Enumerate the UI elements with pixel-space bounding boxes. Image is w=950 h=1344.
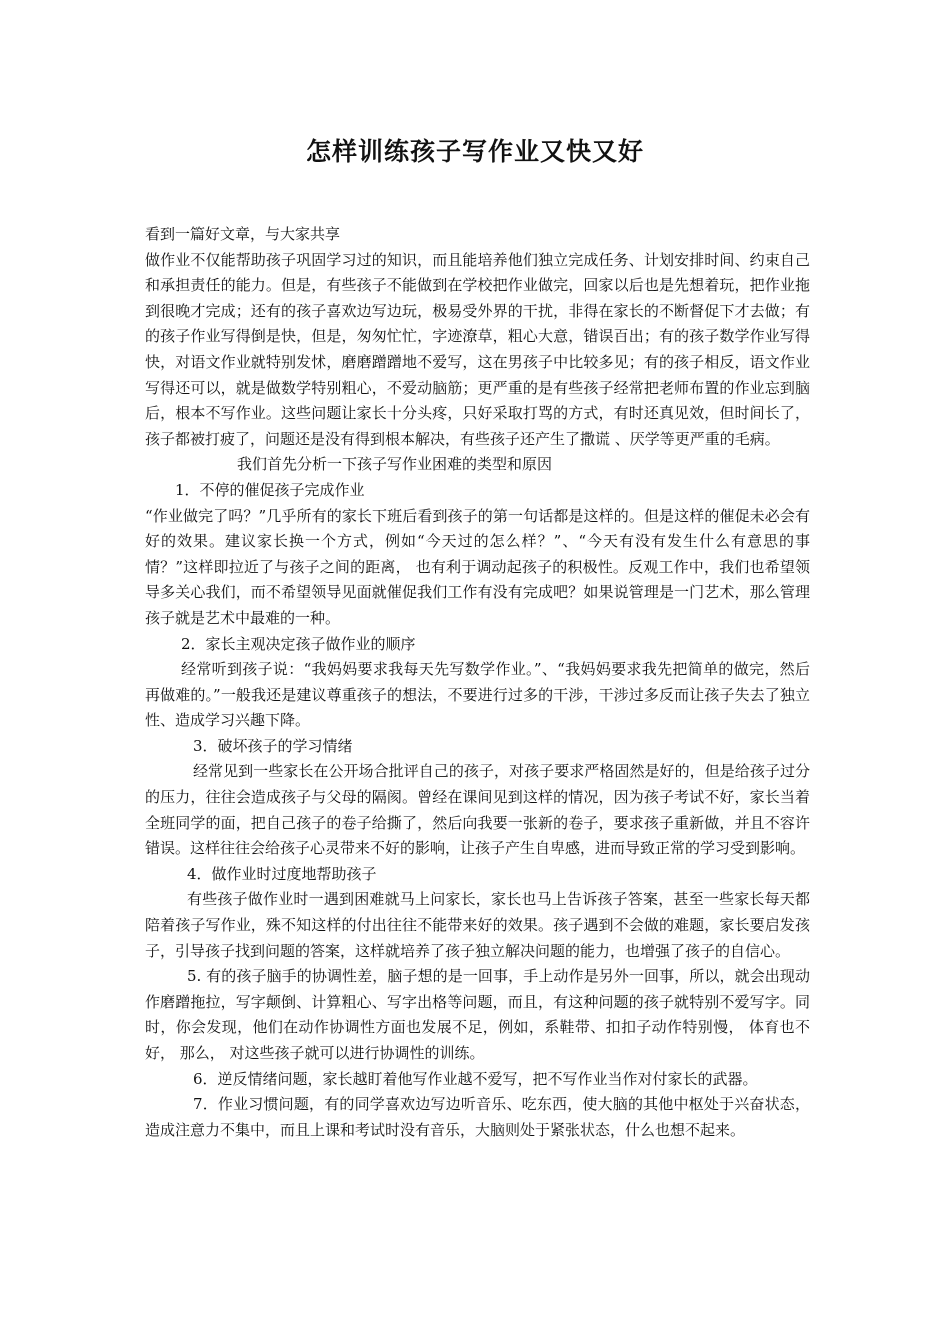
item-body-3: 经常见到一些家长在公开场合批评自己的孩子，对孩子要求严格固然是好的，但是给孩子过分的压力，往往会造成孩子与父母的隔阂。曾经在课间见到这样的情况，因为孩子考试不好，家长当着全班同学的面，把自己孩子的卷子给撕了，然后向我要一张新的卷子，要求孩子重新做，并且不容许错误。这样往往会给孩子心灵带来不好的影响，让孩子产生自卑感，进而导致正常的学习受到影响。 xyxy=(145,762,810,858)
item-6: 6．逆反情绪问题，家长越盯着他写作业越不爱写，把不写作业当作对付家长的武器。 xyxy=(193,1069,758,1088)
item-7: 7．作业习惯问题，有的同学喜欢边写边听音乐、吃东西，使大脑的其他中枢处于兴奋状态，造成注意力不集中，而且上课和考试时没有音乐，大脑则处于紧张状态，什么也想不起来。 xyxy=(145,1095,810,1139)
item-body-2: 经常听到孩子说：“我妈妈要求我每天先写数学作业。”、“我妈妈要求我先把简单的做完，然后再做难的。”一般我还是建议尊重孩子的想法，不要进行过多的干涉，干涉过多反而让孩子失去了独立性、造成学习兴趣下降。 xyxy=(145,660,810,730)
intro-paragraph: 做作业不仅能帮助孩子巩固学习过的知识，而且能培养他们独立完成任务、计划安排时间、约束自己和承担责任的能力。但是，有些孩子不能做到在学校把作业做完，回家以后也是先想着玩，把作业拖到很晚才完成；还有的孩子喜欢边写边玩，极易受外界的干扰，非得在家长的不断督促下才去做；有的孩子作业写得倒是快，但是，匆匆忙忙，字迹潦草，粗心大意，错误百出；有的孩子数学作业写得快，对语文作业就特别发怵，磨磨蹭蹭地不爱写，这在男孩子中比较多见；有的孩子相反，语文作业写得还可以，就是做数学特别粗心，不爱动脑筋；更严重的是有些孩子经常把老师布置的作业忘到脑后，根本不写作业。这些问题让家长十分头疼，只好采取打骂的方式，有时还真见效，但时间长了，孩子都被打疲了，问题还是没有得到根本解决，有些孩子还产生了撒谎 、厌学等更严重的毛病。 xyxy=(145,250,810,448)
item-heading-3: 3．破坏孩子的学习情绪 xyxy=(193,736,353,755)
item-heading-2: 2．家长主观决定孩子做作业的顺序 xyxy=(181,634,416,653)
item-heading-4: 4．做作业时过度地帮助孩子 xyxy=(187,864,377,883)
item-body-4: 有些孩子做作业时一遇到困难就马上问家长，家长也马上告诉孩子答案，甚至一些家长每天都陪着孩子写作业，殊不知这样的付出往往不能带来好的效果。孩子遇到不会做的难题，家长要启发孩子，引导孩子找到问题的答案，这样就培养了孩子独立解决问题的能力，也增强了孩子的自信心。 xyxy=(145,890,810,960)
section-heading: 我们首先分析一下孩子写作业困难的类型和原因 xyxy=(237,455,553,474)
intro-line: 看到一篇好文章，与大家共享 xyxy=(145,225,341,243)
item-heading-1: 1．不停的催促孩子完成作业 xyxy=(175,480,365,499)
item-body-1: “作业做完了吗？”几乎所有的家长下班后看到孩子的第一句话都是这样的。但是这样的催促未必会有好的效果。建议家长换一个方式，例如“今天过的怎么样？”、“今天有没有发生什么有意思的事情？”这样即拉近了与孩子之间的距离， 也有利于调动起孩子的积极性。反观工作中，我们也希望领导多关心我们，而不希望领导见面就催促我们工作有没有完成吧？如果说管理是一门艺术，那么管理孩子就是艺术中最难的一种。 xyxy=(145,506,810,627)
document-body xyxy=(145,222,810,1143)
item-5: 5. 有的孩子脑手的协调性差，脑子想的是一回事，手上动作是另外一回事，所以，就会出现动作磨蹭拖拉，写字颠倒、计算粗心、写字出格等问题，而且，有这种问题的孩子就特别不爱写字。同时，你会发现，他们在动作协调性方面也发展不足，例如，系鞋带、扣扣子动作特别慢， 体育也不好， 那么， 对这些孩子就可以进行协调性的训练。 xyxy=(145,967,810,1062)
page-title: 怎样训练孩子写作业又快又好 xyxy=(305,137,644,166)
